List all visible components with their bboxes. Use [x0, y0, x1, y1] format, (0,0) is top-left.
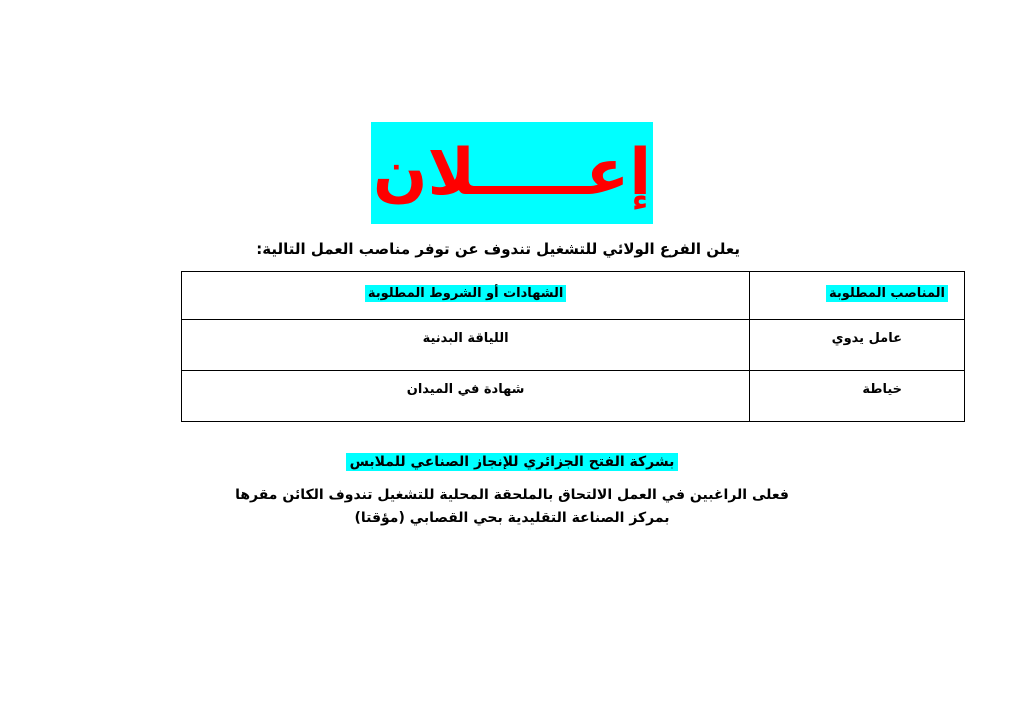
position-name: عامل يدوي — [831, 331, 902, 346]
announcement-intro: يعلن الفرع الولائي للتشغيل تندوف عن توفر مناصب العمل التالية: — [256, 240, 740, 258]
company-line — [0, 451, 1024, 471]
job-positions-table — [181, 271, 965, 422]
position-cell — [750, 371, 965, 422]
announcement-title-box — [371, 122, 653, 224]
table-row — [182, 320, 965, 371]
footer-line-2: بمركز الصناعة التقليدية بحي القصابي (مؤقتا) — [354, 510, 670, 526]
requirement-text: شهادة في الميدان — [406, 382, 525, 397]
table-header-row — [182, 272, 965, 320]
position-cell — [750, 320, 965, 371]
header-cell-positions — [750, 272, 965, 320]
requirement-cell — [182, 371, 750, 422]
position-name: خياطة — [862, 382, 902, 397]
requirement-cell — [182, 320, 750, 371]
announcement-title: إعـــــلان — [372, 136, 652, 210]
requirement-text: اللياقة البدنية — [422, 331, 509, 346]
table-row — [182, 371, 965, 422]
header-positions-label: المناصب المطلوبة — [826, 285, 948, 302]
header-cell-requirements — [182, 272, 750, 320]
footer-line-1: فعلى الراغبين في العمل الالتحاق بالملحقة المحلية للتشغيل تندوف الكائن مقرها — [235, 487, 789, 503]
company-name: بشركة الفتح الجزائري للإنجاز الصناعي للملابس — [346, 453, 679, 471]
header-requirements-label: الشهادات أو الشروط المطلوبة — [365, 285, 567, 302]
